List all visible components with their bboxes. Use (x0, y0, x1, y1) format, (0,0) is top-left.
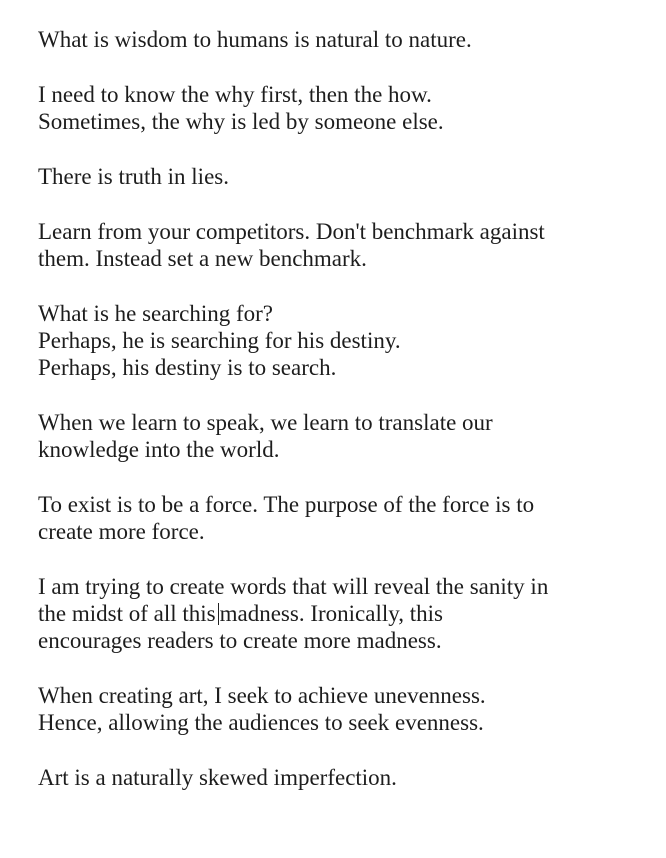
text-cursor (218, 603, 219, 625)
text-line: Learn from your competitors. Don't benchmark against (38, 219, 545, 244)
paragraph (38, 682, 648, 736)
text-line: What is he searching for? (38, 301, 274, 326)
text-line: When creating art, I seek to achieve unevenness. (38, 683, 486, 708)
text-line-with-caret (38, 600, 648, 627)
paragraph (38, 409, 648, 463)
paragraph (38, 218, 648, 272)
text-line: There is truth in lies. (38, 164, 229, 189)
text-line: them. Instead set a new benchmark. (38, 246, 367, 271)
text-line: I am trying to create words that will reveal the sanity in (38, 574, 549, 599)
text-line: Perhaps, he is searching for his destiny. (38, 328, 401, 353)
text-line: Art is a naturally skewed imperfection. (38, 765, 397, 790)
paragraph (38, 163, 648, 190)
text-line: When we learn to speak, we learn to translate our (38, 410, 493, 435)
paragraph (38, 300, 648, 381)
text-line: Perhaps, his destiny is to search. (38, 355, 337, 380)
text-line: What is wisdom to humans is natural to nature. (38, 27, 472, 52)
text-line: To exist is to be a force. The purpose of the force is to (38, 492, 535, 517)
paragraph (38, 573, 648, 654)
paragraph (38, 491, 648, 545)
text-line: create more force. (38, 519, 205, 544)
text-line: Sometimes, the why is led by someone else. (38, 109, 444, 134)
text-after-caret: madness. Ironically, this (219, 601, 443, 626)
text-line: Hence, allowing the audiences to seek evenness. (38, 710, 484, 735)
paragraph (38, 81, 648, 135)
text-line: I need to know the why first, then the how. (38, 82, 432, 107)
text-before-caret: the midst of all this (38, 601, 216, 626)
text-line: knowledge into the world. (38, 437, 280, 462)
document-body[interactable] (38, 26, 648, 819)
paragraph (38, 26, 648, 53)
paragraph (38, 764, 648, 791)
text-line: encourages readers to create more madness. (38, 628, 442, 653)
